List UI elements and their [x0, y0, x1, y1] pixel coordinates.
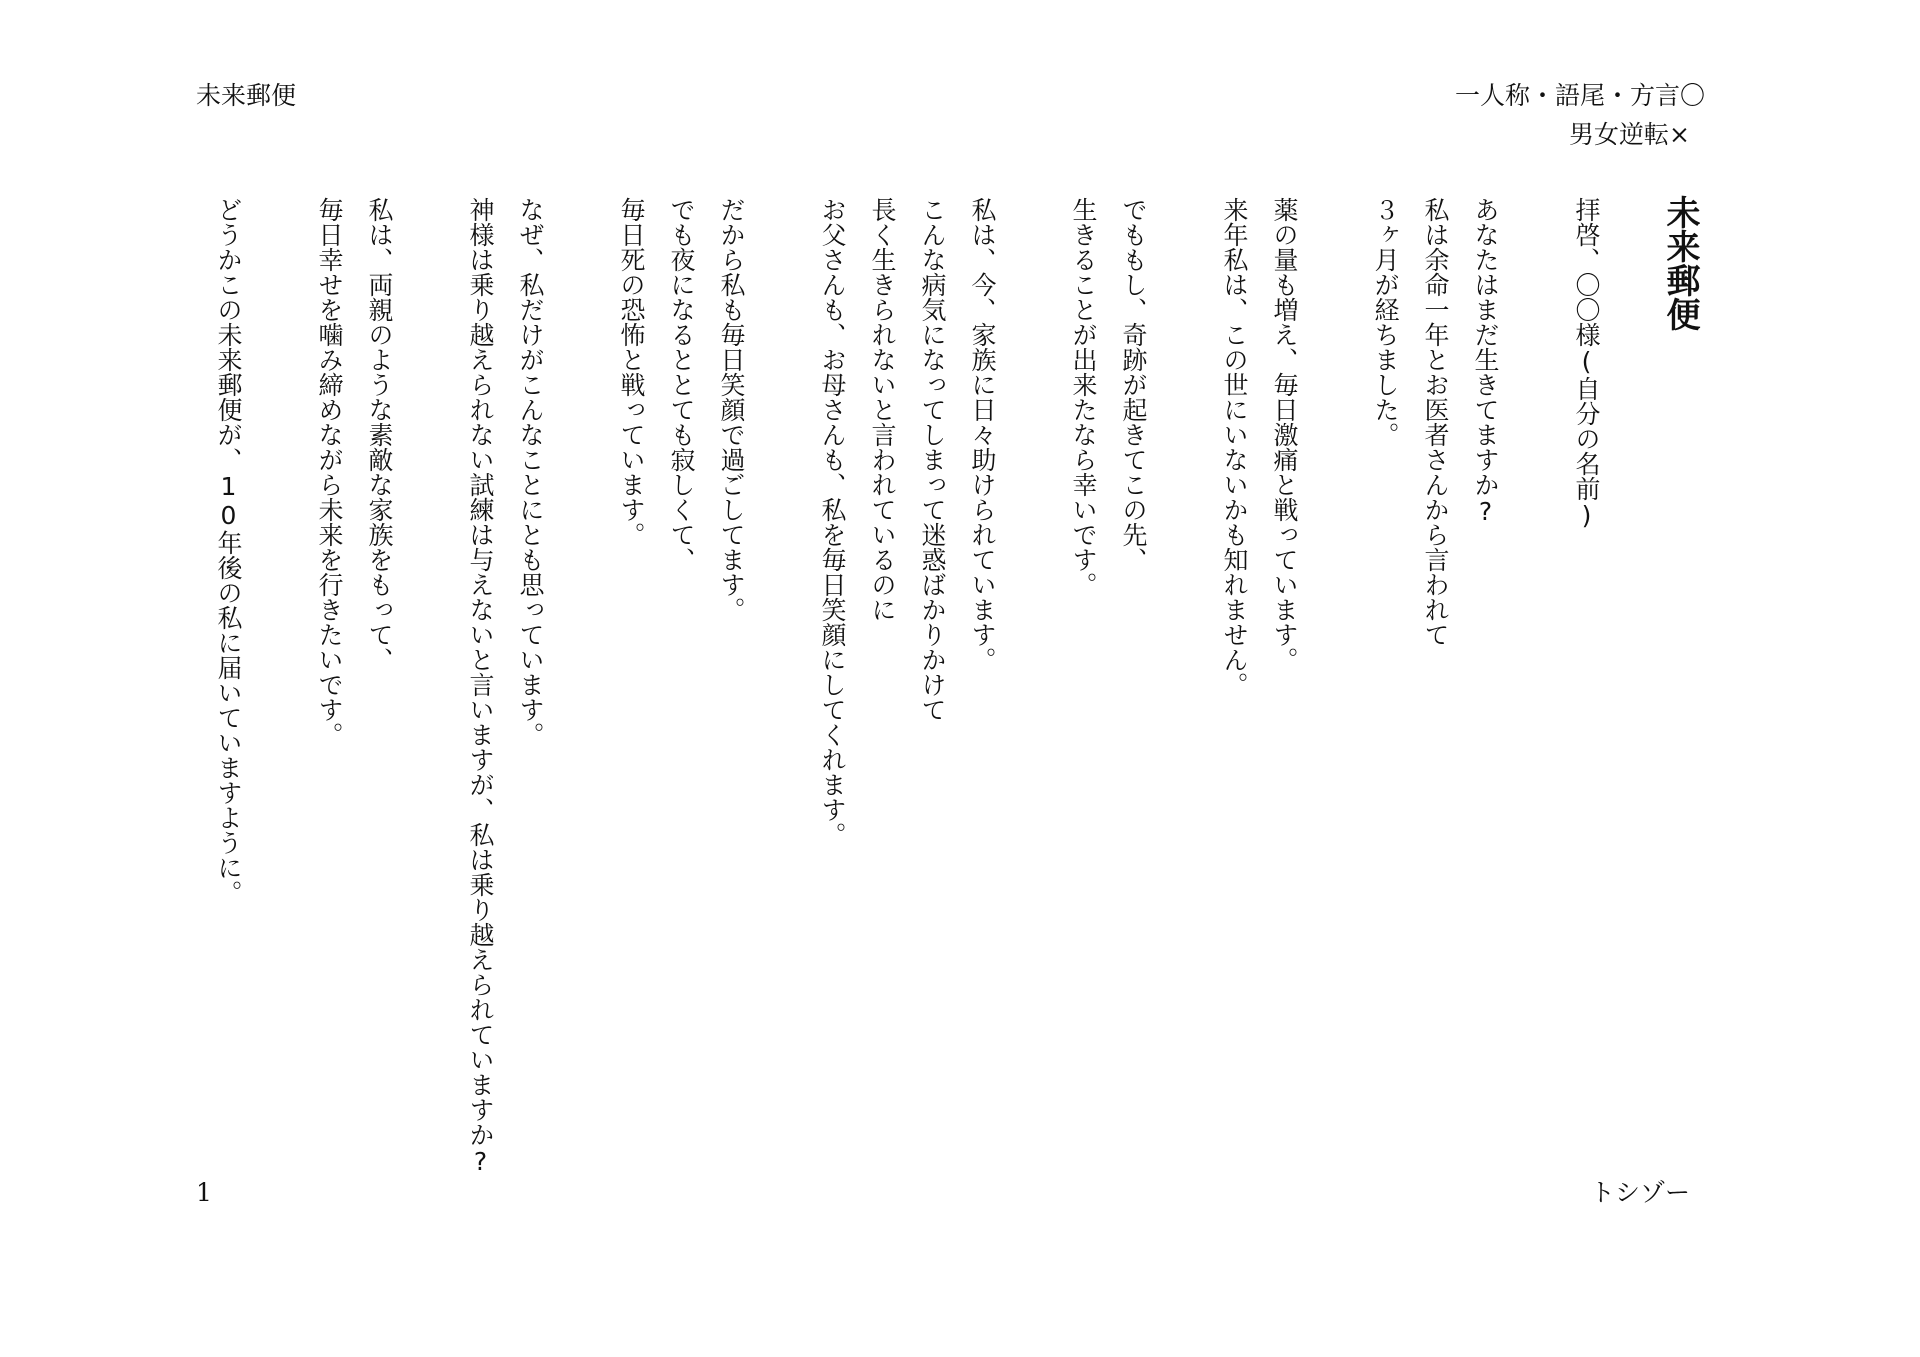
- header-right-note-2: 男女逆転×: [1569, 120, 1690, 149]
- body-line: 薬の量も増え、毎日激痛と戦っています。: [1270, 197, 1299, 672]
- body-line: 私は、両親のような素敵な家族をもって、: [365, 197, 394, 672]
- body-line: 毎日幸せを噛み締めながら未来を行きたいです。: [315, 197, 344, 747]
- header-left-title: 未来郵便: [196, 81, 297, 110]
- author-name: トシゾー: [1589, 1178, 1690, 1207]
- body-line: こんな病気になってしまって迷惑ばかりかけて: [918, 197, 947, 722]
- body-line: でももし、奇跡が起きてこの先、: [1119, 197, 1148, 572]
- body-line: でも夜になるととても寂しくて、: [667, 197, 696, 572]
- body-line: あなたはまだ生きてますか?: [1471, 197, 1500, 526]
- body-line: なぜ、私だけがこんなことにとも思っています。: [516, 197, 545, 747]
- body-line: 拝啓、〇〇様(自分の名前): [1572, 197, 1601, 530]
- body-line: 神様は乗り越えられない試練は与えないと言いますが、私は乗り越えられていますか?: [466, 197, 495, 1176]
- body-line: ３ヶ月が経ちました。: [1371, 197, 1400, 447]
- body-line: 私は、今、家族に日々助けられています。: [968, 197, 997, 672]
- body-line: 長く生きられないと言われているのに: [868, 197, 897, 622]
- page-number: 1: [196, 1178, 212, 1207]
- body-line: 毎日死の恐怖と戦っています。: [617, 197, 646, 547]
- body-line: だから私も毎日笑顔で過ごしてます。: [717, 197, 746, 622]
- body-line: 私は余命一年とお医者さんから言われて: [1421, 197, 1450, 647]
- body-line: お父さんも、お母さんも、私を毎日笑顔にしてくれます。: [818, 197, 847, 847]
- body-line: 来年私は、この世にいないかも知れません。: [1220, 197, 1249, 697]
- document-title: 未来郵便: [1660, 195, 1700, 331]
- body-line: どうかこの未来郵便が、10年後の私に届いていますように。: [214, 197, 243, 905]
- header-right-note-1: 一人称・語尾・方言〇: [1454, 81, 1705, 110]
- body-line: 生きることが出来たなら幸いです。: [1069, 197, 1098, 597]
